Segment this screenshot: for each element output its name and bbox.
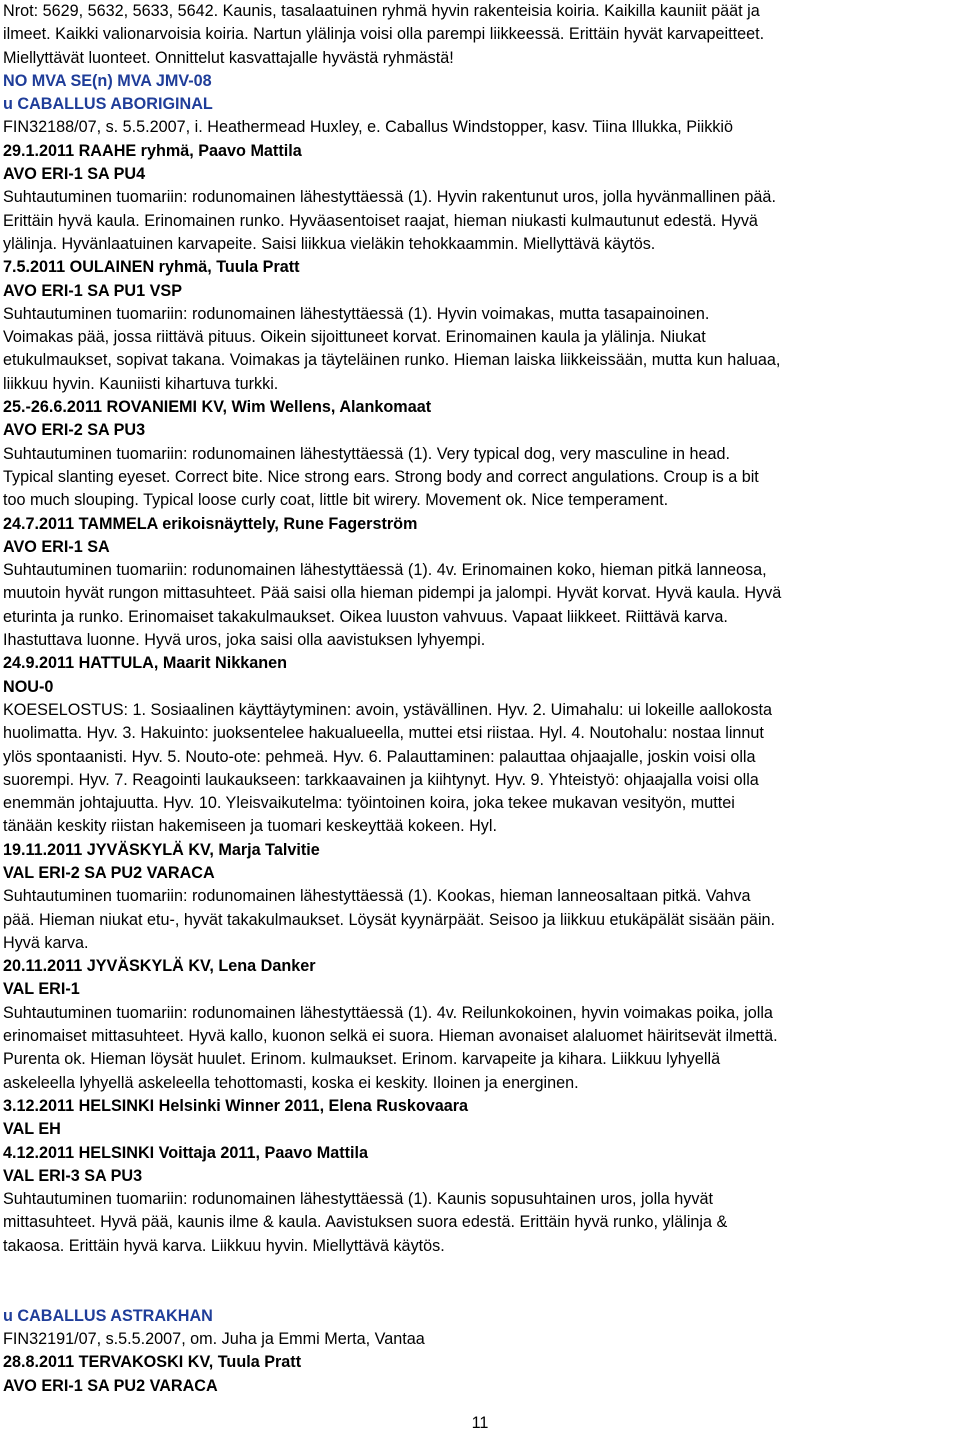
critique-line: takaosa. Erittäin hyvä karva. Liikkuu hyvin. Miellyttävä käytös.: [3, 1236, 445, 1255]
dog-entry-aboriginal: [3, 70, 958, 1258]
show-result: [3, 652, 958, 838]
show-grade: AVO ERI-1 SA: [3, 537, 110, 556]
critique-line: Ihastuttava luonne. Hyvä uros, joka saisi olla aavistuksen lyhyempi.: [3, 631, 486, 650]
critique-line: too much slouping. Typical loose curly coat, little bit wirery. Movement ok. Nice temperament.: [3, 491, 669, 510]
critique-line: Purenta ok. Hieman löysät huulet. Erinom. kulmaukset. Erinom. karvapeite ja kihara. Liikkuu lyhyellä: [3, 1050, 721, 1069]
dog-entry-astrakhan: [3, 1305, 958, 1398]
critique-line: mittasuhteet. Hyvä pää, kaunis ilme & kaula. Aavistuksen suora edestä. Erittäin hyvä runko, ylälinja &: [3, 1213, 728, 1232]
show-result: [3, 839, 958, 955]
critique-line: Erittäin hyvä kaula. Erinomainen runko. Hyväasentoiset raajat, hieman niukasti kulmautunut edestä. Hyvä: [3, 211, 758, 230]
document-page: [3, 0, 958, 1398]
critique-line: etukulmaukset, sopivat takana. Voimakas ja täyteläinen runko. Hieman laiska liikkeissään, mutta kun haluaa,: [3, 351, 781, 370]
show-result: [3, 513, 958, 653]
page-number: 11: [471, 1414, 489, 1432]
show-grade: VAL EH: [3, 1120, 61, 1139]
critique-line: eturinta ja runko. Erinomaiset takakulmaukset. Oikea luuston vahvuus. Vapaat liikkeet. Riittävä karva.: [3, 607, 728, 626]
critique-line: askeleella lyhyellä askeleella tehottomasti, koska ei keskity. Iloinen ja energinen.: [3, 1073, 579, 1092]
critique-line: huolimatta. Hyv. 3. Hakuinto: juoksentelee hakualueella, muttei etsi riistaa. Hyl. 4. Noutohalu: nostaa linnut: [3, 724, 764, 743]
dog-info: FIN32188/07, s. 5.5.2007, i. Heathermead Huxley, e. Caballus Windstopper, kasv. Tiina Illukka, Piikkiö: [3, 118, 733, 137]
critique-line: pää. Hieman niukat etu-, hyvät takakulmaukset. Löysät kyynärpäät. Seisoo ja liikkuu etukäpälät sisään päin.: [3, 910, 776, 929]
critique-line: muutoin hyvät rungon mittasuhteet. Pää saisi olla hieman pidempi ja jalompi. Hyvät korvat. Hyvä kaula. Hyvä: [3, 584, 782, 603]
show-result: [3, 256, 958, 396]
show-grade: VAL ERI-2 SA PU2 VARACA: [3, 863, 215, 882]
critique-line: Suhtautuminen tuomariin: rodunomainen lähestyttäessä (1). Very typical dog, very masculine in head.: [3, 444, 731, 463]
critique-line: Suhtautuminen tuomariin: rodunomainen lähestyttäessä (1). 4v. Erinomainen koko, hieman pitkä lanneosa,: [3, 561, 767, 580]
show-title: 19.11.2011 JYVÄSKYLÄ KV, Marja Talvitie: [3, 840, 320, 859]
dog-titles: NO MVA SE(n) MVA JMV-08: [3, 71, 212, 90]
critique-line: Suhtautuminen tuomariin: rodunomainen lähestyttäessä (1). 4v. Reilunkokoinen, hyvin voimakas poika, jolla: [3, 1003, 773, 1022]
critique-line: liikkuu hyvin. Kauniisti kihartuva turkki.: [3, 374, 279, 393]
critique-line: KOESELOSTUS: 1. Sosiaalinen käyttäytyminen: avoin, ystävällinen. Hyv. 2. Uimahalu: ui lokeille aallokosta: [3, 700, 772, 719]
show-title: 20.11.2011 JYVÄSKYLÄ KV, Lena Danker: [3, 957, 316, 976]
show-result: [3, 1351, 958, 1398]
show-title: 24.7.2011 TAMMELA erikoisnäyttely, Rune Fagerström: [3, 514, 418, 533]
show-grade: VAL ERI-1: [3, 980, 80, 999]
show-grade: AVO ERI-1 SA PU4: [3, 165, 146, 184]
intro-paragraph: [3, 0, 958, 70]
critique-line: tänään keskity riistan hakemiseen ja tuomari keskeyttää kokeen. Hyl.: [3, 817, 497, 836]
show-title: 24.9.2011 HATTULA, Maarit Nikkanen: [3, 654, 287, 673]
critique-line: ylälinja. Hyvänlaatuinen karvapeite. Saisi liikkua vieläkin tehokkaammin. Miellyttävä käytös.: [3, 234, 656, 253]
critique-line: Suhtautuminen tuomariin: rodunomainen lähestyttäessä (1). Kookas, hieman lanneosaltaan pitkä. Vahva: [3, 887, 751, 906]
critique-line: suorempi. Hyv. 7. Reagointi laukaukseen: tarkkaavainen ja kiihtynyt. Hyv. 9. Yhteistyö: ohjaajalla voisi olla: [3, 770, 759, 789]
critique-line: Hyvä karva.: [3, 933, 89, 952]
text-line: ilmeet. Kaikki valionarvoisia koiria. Nartun ylälinja voisi olla parempi liikkeessä. Erittäin hyvät karvapeitteet.: [3, 25, 765, 44]
critique-line: Suhtautuminen tuomariin: rodunomainen lähestyttäessä (1). Kaunis sopusuhtainen uros, jolla hyvät: [3, 1190, 713, 1209]
critique-line: Suhtautuminen tuomariin: rodunomainen lähestyttäessä (1). Hyvin rakentunut uros, jolla hyvänmallinen pää.: [3, 188, 776, 207]
show-result: [3, 396, 958, 512]
show-grade: AVO ERI-1 SA PU2 VARACA: [3, 1376, 218, 1395]
section-spacer: [3, 1258, 958, 1305]
show-result: [3, 1095, 958, 1142]
critique-line: Typical slanting eyeset. Correct bite. Nice strong ears. Strong body and correct angulations. Croup is a bit: [3, 467, 759, 486]
show-title: 29.1.2011 RAAHE ryhmä, Paavo Mattila: [3, 141, 302, 160]
show-title: 3.12.2011 HELSINKI Helsinki Winner 2011, Elena Ruskovaara: [3, 1096, 469, 1115]
critique-line: Voimakas pää, jossa riittävä pituus. Oikein sijoittuneet korvat. Erinomainen kaula ja ylälinja. Niukat: [3, 328, 706, 347]
show-grade: VAL ERI-3 SA PU3: [3, 1166, 143, 1185]
show-result: [3, 1142, 958, 1258]
show-grade: NOU-0: [3, 677, 54, 696]
critique-line: enemmän johtajuutta. Hyv. 10. Yleisvaikutelma: työintoinen koira, joka tekee mukavan vesityön, muttei: [3, 794, 735, 813]
text-line: Miellyttävät luonteet. Onnittelut kasvattajalle hyvästä ryhmästä!: [3, 48, 454, 67]
critique-line: Suhtautuminen tuomariin: rodunomainen lähestyttäessä (1). Hyvin voimakas, mutta tasapainoinen.: [3, 304, 710, 323]
show-title: 4.12.2011 HELSINKI Voittaja 2011, Paavo Mattila: [3, 1143, 368, 1162]
show-grade: AVO ERI-2 SA PU3: [3, 421, 146, 440]
dog-info: FIN32191/07, s.5.5.2007, om. Juha ja Emmi Merta, Vantaa: [3, 1329, 425, 1348]
show-title: 28.8.2011 TERVAKOSKI KV, Tuula Pratt: [3, 1353, 302, 1372]
text-line: Nrot: 5629, 5632, 5633, 5642. Kaunis, tasalaatuinen ryhmä hyvin rakenteisia koiria. Kaikilla kauniit päät ja: [3, 2, 760, 20]
critique-line: ylös spontaanisti. Hyv. 5. Nouto-ote: pehmeä. Hyv. 6. Palauttaminen: palauttaa ohjaajalle, joskin voisi olla: [3, 747, 756, 766]
show-result: [3, 140, 958, 256]
show-grade: AVO ERI-1 SA PU1 VSP: [3, 281, 183, 300]
show-title: 25.-26.6.2011 ROVANIEMI KV, Wim Wellens, Alankomaat: [3, 398, 432, 417]
dog-name: u CABALLUS ASTRAKHAN: [3, 1306, 213, 1325]
show-result: [3, 955, 958, 1095]
show-title: 7.5.2011 OULAINEN ryhmä, Tuula Pratt: [3, 258, 300, 277]
critique-line: erinomaiset mittasuhteet. Hyvä kallo, kuonon selkä ei suora. Hieman avonaiset alaluomet häiritsevät ilmettä.: [3, 1027, 778, 1046]
dog-name: u CABALLUS ABORIGINAL: [3, 95, 213, 114]
